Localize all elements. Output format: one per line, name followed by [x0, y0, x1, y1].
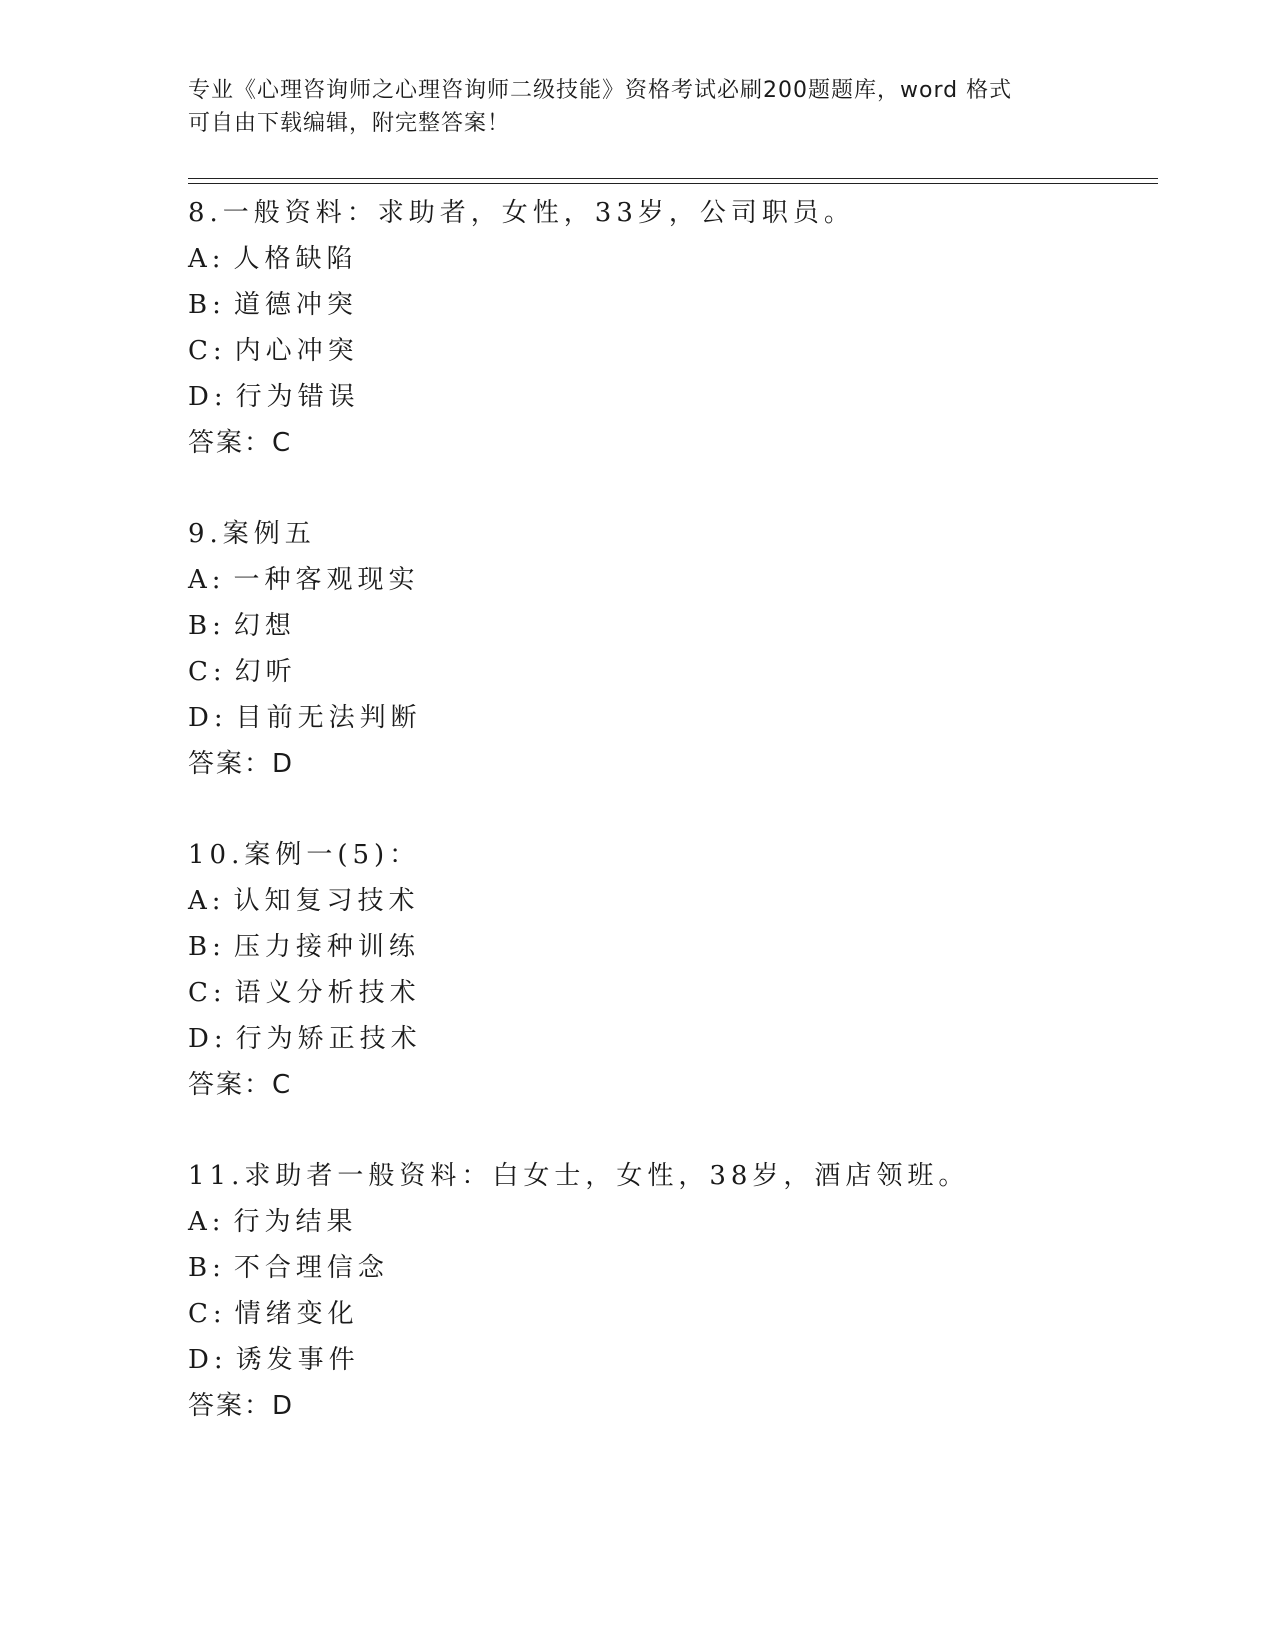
option-letter: B: [188, 611, 226, 641]
question-stem: 10.案例一(5)： [188, 840, 421, 870]
option-a [188, 1199, 1148, 1245]
option-c [188, 1291, 1148, 1337]
option-text: 认知复习技术 [233, 886, 420, 916]
option-text: 情绪变化 [234, 1299, 359, 1329]
option-text: 诱发事件 [235, 1345, 360, 1375]
option-text: 幻想 [233, 611, 296, 641]
question-item [188, 1153, 1148, 1429]
option-letter: C: [188, 1299, 227, 1329]
option-text: 内心冲突 [234, 336, 359, 366]
option-text: 行为矫正技术 [235, 1024, 422, 1054]
option-c [188, 970, 1148, 1016]
option-letter: B: [188, 1253, 226, 1283]
header-line-2: 可自由下载编辑，附完整答案！ [188, 111, 511, 136]
question-item [188, 511, 1148, 787]
question-item [188, 832, 1148, 1108]
option-letter: A: [188, 565, 226, 595]
option-b [188, 1245, 1148, 1291]
option-letter: B: [188, 290, 226, 320]
option-d [188, 695, 1148, 741]
option-b [188, 603, 1148, 649]
question-stem: 11.求助者一般资料：白女士，女性，38岁，酒店领班。 [188, 1161, 970, 1191]
document-header [188, 74, 1088, 140]
option-letter: D: [188, 703, 228, 733]
option-c [188, 328, 1148, 374]
option-letter: D: [188, 1345, 228, 1375]
option-b [188, 282, 1148, 328]
answer-line: 答案：D [188, 749, 295, 779]
option-c [188, 649, 1148, 695]
option-a [188, 557, 1148, 603]
option-text: 幻听 [234, 657, 297, 687]
option-letter: A: [188, 244, 226, 274]
option-a [188, 878, 1148, 924]
answer-line: 答案：D [188, 1391, 295, 1421]
option-text: 目前无法判断 [235, 703, 422, 733]
option-a [188, 236, 1148, 282]
option-text: 行为错误 [235, 382, 360, 412]
option-d [188, 1016, 1148, 1062]
option-letter: B: [188, 932, 226, 962]
option-letter: C: [188, 657, 227, 687]
header-line-1: 专业《心理咨询师之心理咨询师二级技能》资格考试必刷200题题库，word 格式 [188, 78, 1013, 103]
option-letter: D: [188, 1024, 228, 1054]
option-b [188, 924, 1148, 970]
header-divider-top [188, 178, 1158, 179]
option-letter: C: [188, 978, 227, 1008]
option-letter: D: [188, 382, 228, 412]
option-letter: A: [188, 1207, 226, 1237]
option-text: 人格缺陷 [233, 244, 358, 274]
answer-line: 答案：C [188, 1070, 293, 1100]
answer-line: 答案：C [188, 428, 293, 458]
question-stem: 8.一般资料：求助者，女性，33岁，公司职员。 [188, 198, 855, 228]
option-d [188, 1337, 1148, 1383]
option-letter: C: [188, 336, 227, 366]
option-text: 道德冲突 [233, 290, 358, 320]
question-stem: 9.案例五 [188, 519, 316, 549]
option-text: 压力接种训练 [233, 932, 420, 962]
option-text: 不合理信念 [233, 1253, 389, 1283]
question-list [188, 190, 1148, 1474]
option-text: 行为结果 [233, 1207, 358, 1237]
question-item [188, 190, 1148, 466]
option-d [188, 374, 1148, 420]
header-divider-bottom [188, 183, 1158, 184]
option-text: 一种客观现实 [233, 565, 420, 595]
option-letter: A: [188, 886, 226, 916]
option-text: 语义分析技术 [234, 978, 421, 1008]
